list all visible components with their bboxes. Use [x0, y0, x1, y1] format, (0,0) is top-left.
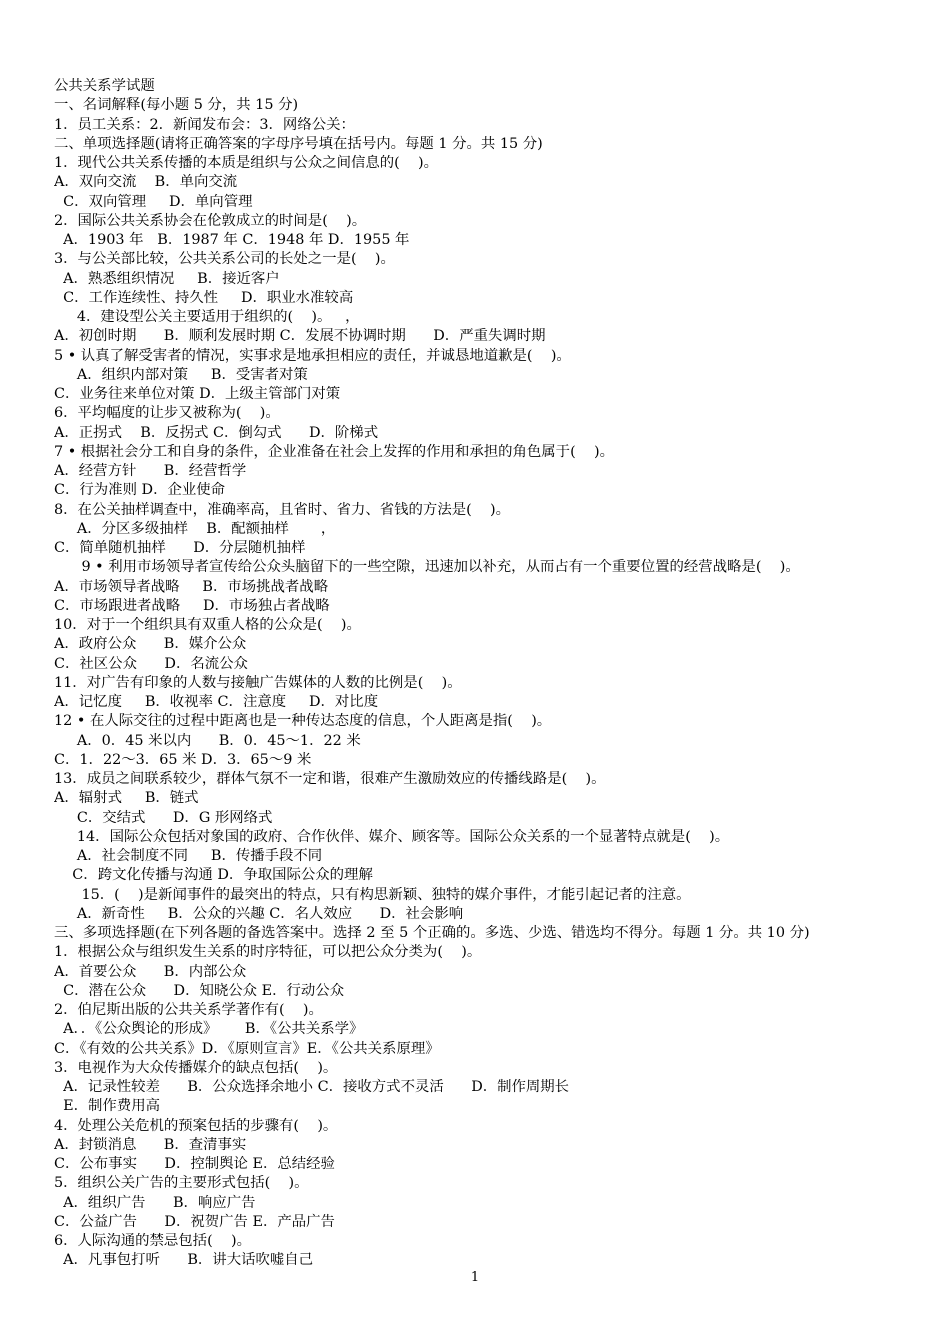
- text-line: C．简单随机抽样 D．分层随机抽样: [54, 540, 306, 556]
- text-line: 5．组织公关广告的主要形式包括( )。: [54, 1175, 309, 1192]
- text-line: 2．国际公共关系协会在伦敦成立的时间是( )。: [54, 212, 367, 229]
- text-line: 1．员工关系：2．新闻发布会：3．网络公关：: [54, 116, 355, 133]
- text-line: A．新奇性 B．公众的兴趣 C．名人效应 D．社会影响: [54, 905, 464, 922]
- text-line: A．凡事包打听 B．讲大话吹嘘自己: [54, 1252, 314, 1269]
- text-line: C．业务往来单位对策 D．上级主管部门对策: [54, 386, 341, 402]
- text-line: 4．建设型公关主要适用于组织的( )。 ，: [54, 309, 360, 325]
- text-line: C．1．22～3．65 米 D．3．65～9 米: [54, 751, 312, 768]
- text-line: 1．根据公众与组织发生关系的时序特征，可以把公众分类为( )。: [54, 944, 482, 961]
- text-line: C．公益广告 D．祝贺广告 E．产品广告: [54, 1213, 335, 1230]
- text-line: 公共关系学试题: [54, 78, 155, 94]
- text-line: A．封锁消息 B．查清事实: [54, 1136, 247, 1153]
- text-line: A．首要公众 B．内部公众: [54, 963, 247, 980]
- text-line: A．记忆度 B．收视率 C．注意度 D．对比度: [54, 694, 379, 710]
- text-line: A．1903 年 B．1987 年 C．1948 年 D．1955 年: [54, 232, 410, 248]
- text-line: 二、单项选择题(请将正确答案的字母序号填在括号内。每题 1 分。共 15 分): [54, 135, 543, 152]
- text-line: 6．平均幅度的让步又被称为( )。: [54, 405, 280, 422]
- text-line: 6．人际沟通的禁忌包括( )。: [54, 1233, 251, 1249]
- text-line: C．市场跟进者战略 D．市场独占者战略: [54, 597, 330, 614]
- text-line: A．组织广告 B．响应广告: [54, 1194, 256, 1211]
- text-line: 9 • 利用市场领导者宣传给公众头脑留下的一些空隙，迅速加以补充，从而占有一个重要位置的经营战略是( )。: [54, 559, 800, 576]
- page-number: 1: [470, 1270, 480, 1285]
- text-line: A．辐射式 B．链式: [54, 790, 199, 807]
- text-line: A．正拐式 B．反拐式 C．倒勾式 D．阶梯式: [54, 424, 379, 441]
- text-line: A．初创时期 B．顺利发展时期 C．发展不协调时期 D．严重失调时期: [54, 328, 546, 345]
- text-line: A．双向交流 B．单向交流: [54, 174, 238, 191]
- text-line: C．《有效的公共关系》D．《原则宣言》E．《公共关系原理》: [54, 1040, 440, 1057]
- text-line: 2．伯尼斯出版的公共关系学著作有( )。: [54, 1002, 323, 1018]
- text-line: 一、名词解释(每小题 5 分，共 15 分): [54, 97, 299, 114]
- text-line: A．熟悉组织情况 B．接近客户: [54, 270, 280, 287]
- text-line: A．组织内部对策 B．受害者对策: [54, 366, 308, 383]
- text-line: A．分区多级抽样 B．配额抽样 ，: [54, 520, 336, 537]
- text-line: A．0．45 米以内 B．0．45～1．22 米: [54, 732, 361, 749]
- text-line: 13．成员之间联系较少，群体气氛不一定和谐，很难产生激励效应的传播线路是( )。: [54, 771, 606, 787]
- text-line: C．潜在公众 D．知晓公众 E．行动公众: [54, 982, 345, 999]
- text-line: 7 • 根据社会分工和自身的条件，企业准备在社会上发挥的作用和承担的角色属于( )。: [54, 443, 614, 460]
- text-line: 15．( )是新闻事件的最突出的特点，只有构思新颖、独特的媒介事件，才能引起记者的注意。: [54, 886, 691, 903]
- text-line: 11．对广告有印象的人数与接触广告媒体的人数的比例是( )。: [54, 674, 462, 691]
- text-line: E．制作费用高: [54, 1098, 160, 1115]
- text-line: A．社会制度不同 B．传播手段不同: [54, 848, 323, 864]
- text-line: C．跨文化传播与沟通 D．争取国际公众的理解: [54, 867, 373, 884]
- text-line: C．工作连续性、持久性 D．职业水准较高: [54, 289, 354, 306]
- text-line: 5 • 认真了解受害者的情况，实事求是地承担相应的责任，并诚恳地道歉是( )。: [54, 347, 571, 364]
- text-line: 12 • 在人际交往的过程中距离也是一种传达态度的信息，个人距离是指( )。: [54, 713, 552, 730]
- text-line: A．．《公众舆论的形成》 B．《公共关系学》: [54, 1021, 364, 1038]
- text-line: A．政府公众 B．媒介公众: [54, 636, 247, 653]
- text-line: A．记录性较差 B．公众选择余地小 C．接收方式不灵活 D．制作周期长: [54, 1079, 570, 1095]
- text-line: 8．在公关抽样调查中，准确率高，且省时、省力、省钱的方法是( )。: [54, 501, 511, 518]
- text-line: C．双向管理 D．单向管理: [54, 193, 253, 210]
- text-line: 4．处理公关危机的预案包括的步骤有( )。: [54, 1117, 338, 1134]
- exam-text-body: [54, 77, 934, 1271]
- text-line: C．公布事实 D．控制舆论 E．总结经验: [54, 1156, 335, 1172]
- text-line: 14．国际公众包括对象国的政府、合作伙伴、媒介、顾客等。国际公众关系的一个显著特点就是( )。: [54, 828, 730, 845]
- text-line: 3．电视作为大众传播媒介的缺点包括( )。: [54, 1059, 338, 1076]
- text-line: 3．与公关部比较，公共关系公司的长处之一是( )。: [54, 251, 395, 268]
- text-line: C．社区公众 D．名流公众: [54, 655, 248, 672]
- text-line: 1．现代公共关系传播的本质是组织与公众之间信息的( )。: [54, 155, 439, 171]
- text-line: A．经营方针 B．经营哲学: [54, 463, 247, 479]
- text-line: A．市场领导者战略 B．市场挑战者战略: [54, 578, 329, 595]
- text-line: C．行为准则 D．企业使命: [54, 482, 226, 499]
- text-line: 三、多项选择题(在下列各题的备选答案中。选择 2 至 5 个正确的。多选、少选、错选均不得分。每题 1 分。共 10 分): [54, 925, 810, 941]
- text-line: 10．对于一个组织具有双重人格的公众是( )。: [54, 617, 361, 633]
- text-line: C．交结式 D．G 形网络式: [54, 809, 273, 826]
